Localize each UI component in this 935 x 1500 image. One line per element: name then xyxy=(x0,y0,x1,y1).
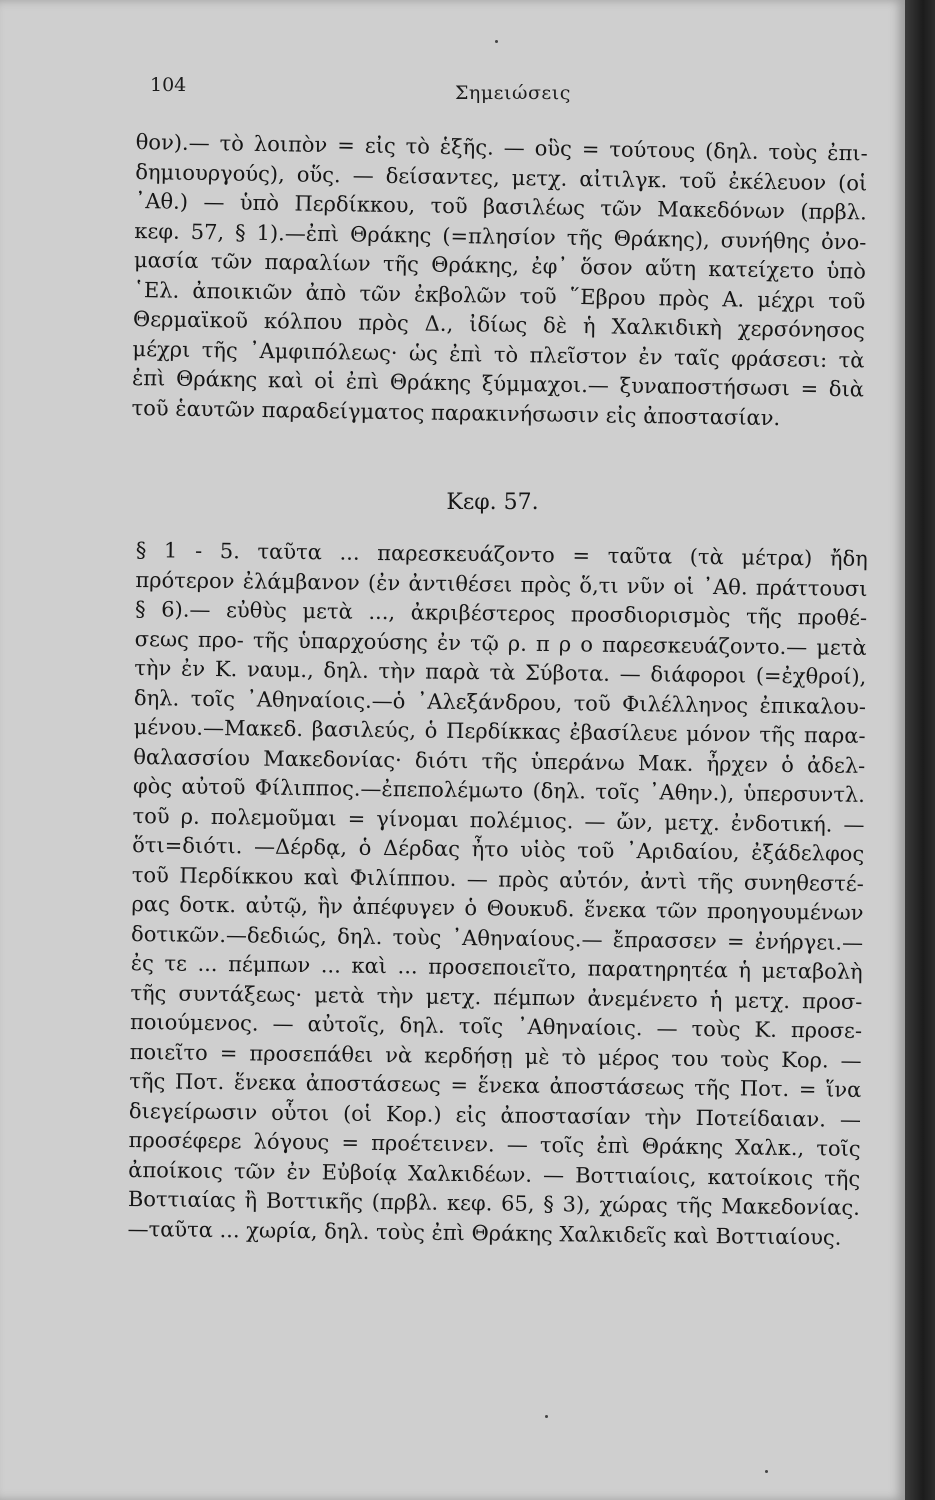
text-line: μένου.—Μακεδ. βασιλεύς, ὁ Περδίκκας ἐβασίλευε μόνον τῆς παρα- xyxy=(133,714,866,748)
page-number: 104 xyxy=(150,74,187,96)
notes-paragraph-1 xyxy=(131,128,868,434)
text-line: τῆς συντάξεως· μετὰ τὴν μετχ. πέμπων ἀνεμένετο ἡ μετχ. προσ- xyxy=(130,980,863,1014)
text-line: διεγείρωσιν οὗτοι (οἱ Κορ.) εἰς ἀποστασίαν τὴν Ποτείδαιαν. — xyxy=(128,1098,862,1132)
page-edge-shadow xyxy=(905,0,935,1500)
text-line: ποιούμενος. — αὐτοῖς, δηλ. τοῖς ᾿Αθηναίοις. — τοὺς Κ. προσε- xyxy=(129,1009,863,1043)
text-line: προσέφερε λόγους = προέτεινεν. — τοῖς ἐπὶ Θράκης Χαλκ., τοῖς xyxy=(128,1127,861,1161)
notes-paragraph-2 xyxy=(127,536,868,1253)
text-line: τῆς Ποτ. ἕνεκα ἀποστάσεως = ἕνεκα ἀποστάσεως τῆς Ποτ. = ἵνα xyxy=(129,1068,862,1102)
print-speck xyxy=(765,1470,768,1473)
text-line: ᾿Αθ.) — ὑπὸ Περδίκκου, τοῦ βασιλέως τῶν Μακεδόνων (πρβλ. xyxy=(134,188,867,225)
text-line: ρας δοτκ. αὐτῷ, ἣν ἀπέφυγεν ὁ Θουκυδ. ἕνεκα τῶν προηγουμένων xyxy=(131,891,864,925)
text-line: μέχρι τῆς ᾿Αμφιπόλεως· ὡς ἐπὶ τὸ πλεῖστον ἐν ταῖς φράσεσι: τὰ xyxy=(132,336,865,372)
text-line: δηλ. τοῖς ᾿Αθηναίοις.—ὁ ᾿Αλεξάνδρου, τοῦ Φιλέλληνος ἐπικαλου- xyxy=(133,685,867,719)
text-line: τοῦ Περδίκκου καὶ Φιλίππου. — πρὸς αὐτόν, ἀντὶ τῆς συνηθεστέ- xyxy=(131,862,864,896)
chapter-heading: Κεφ. 57. xyxy=(446,490,539,515)
text-line: ἀποίκοις τῶν ἐν Εὐβοίᾳ Χαλκιδέων. — Βοττιαίοις, κατοίκοις τῆς xyxy=(128,1157,861,1191)
text-line: φὸς αὐτοῦ Φίλιππος.—ἐπεπολέμωτο (δηλ. τοῖς ᾿Αθην.), ὑπερσυντλ. xyxy=(132,773,866,807)
text-line: μασία τῶν παραλίων τῆς Θράκης, ἐφ᾿ ὅσον αὕτη κατείχετο ὑπὸ xyxy=(133,247,867,284)
text-line: Θερμαϊκοῦ κόλπου πρὸς Δ., ἰδίως δὲ ἡ Χαλκιδικὴ χερσόνησος xyxy=(132,306,866,343)
print-speck xyxy=(495,40,498,43)
text-line: τὴν ἐν Κ. ναυμ., δηλ. τὴν παρὰ τὰ Σύβοτα. — διάφοροι (=ἐχθροί), xyxy=(134,655,867,689)
text-line: § 1 - 5. ταῦτα ... παρεσκευάζοντο = ταῦτα (τὰ μέτρα) ἤδη xyxy=(135,537,868,571)
print-speck xyxy=(545,1415,548,1418)
text-line: κεφ. 57, § 1).—ἐπὶ Θράκης (=πλησίον τῆς Θράκης), συνήθης ὀνο- xyxy=(134,218,867,254)
text-line: τοῦ ρ. πολεμοῦμαι = γίνομαι πολέμιος. — ὤν, μετχ. ἐνδοτική. — xyxy=(132,803,865,837)
text-line: Βοττιαίας ἢ Βοττικῆς (πρβλ. κεφ. 65, § 3), χώρας τῆς Μακεδονίας. xyxy=(127,1186,860,1220)
text-line: ῾Ελ. ἀποικιῶν ἀπὸ τῶν ἐκβολῶν τοῦ ῞Εβρου πρὸς Α. μέχρι τοῦ xyxy=(133,277,866,313)
text-line: § 6).— εὐθὺς μετὰ ..., ἀκριβέστερος προσδιορισμὸς τῆς προθέ- xyxy=(134,596,868,630)
text-line: θον).— τὸ λοιπὸν = εἰς τὸ ἑξῆς. — οὓς = τούτους (δηλ. τοὺς ἐπι- xyxy=(135,129,868,166)
text-line: δοτικῶν.—δεδιώς, δηλ. τοὺς ᾿Αθηναίους.— ἔπρασσεν = ἐνήργει.— xyxy=(130,921,864,955)
running-header: Σημειώσεις xyxy=(455,82,571,104)
text-line: ἐπὶ Θράκης καὶ οἱ ἐπὶ Θράκης ξύμμαχοι.— ξυναποστήσωσι = διὰ xyxy=(131,365,865,402)
text-line: —ταῦτα ... χωρία, δηλ. τοὺς ἐπὶ Θράκης Χαλκιδεῖς καὶ Βοττιαίους. xyxy=(127,1216,842,1250)
text-line: ὅτι=διότι. —Δέρδᾳ, ὁ Δέρδας ἦτο υἱὸς τοῦ ᾿Αριδαίου, ἐξάδελφος xyxy=(132,832,865,866)
text-line: τοῦ ἑαυτῶν παραδείγματος παρακινήσωσιν εἰς ἀποστασίαν. xyxy=(131,395,781,430)
text-line: δημιουργούς), οὕς. — δείσαντες, μετχ. αἰτιλγκ. τοῦ ἐκέλευον (οἱ xyxy=(135,159,868,195)
text-line: ἐς τε ... πέμπων ... καὶ ... προσεποιεῖτο, παρατηρητέα ἡ μεταβολὴ xyxy=(130,950,863,984)
text-line: ποιεῖτο = προσεπάθει νὰ κερδήσῃ μὲ τὸ μέρος του τοὺς Κορ. — xyxy=(129,1039,862,1073)
text-line: θαλασσίου Μακεδονίας· διότι τῆς ὑπεράνω Μακ. ἦρχεν ὁ ἀδελ- xyxy=(133,744,866,778)
text-line: πρότερον ἐλάμβανον (ἐν ἀντιθέσει πρὸς ὅ,τι νῦν οἱ ᾿Αθ. πράττουσι xyxy=(135,567,868,601)
text-line: σεως προ- τῆς ὑπαρχούσης ἐν τῷ ρ. π ρ ο παρεσκευάζοντο.— μετὰ xyxy=(134,626,867,660)
